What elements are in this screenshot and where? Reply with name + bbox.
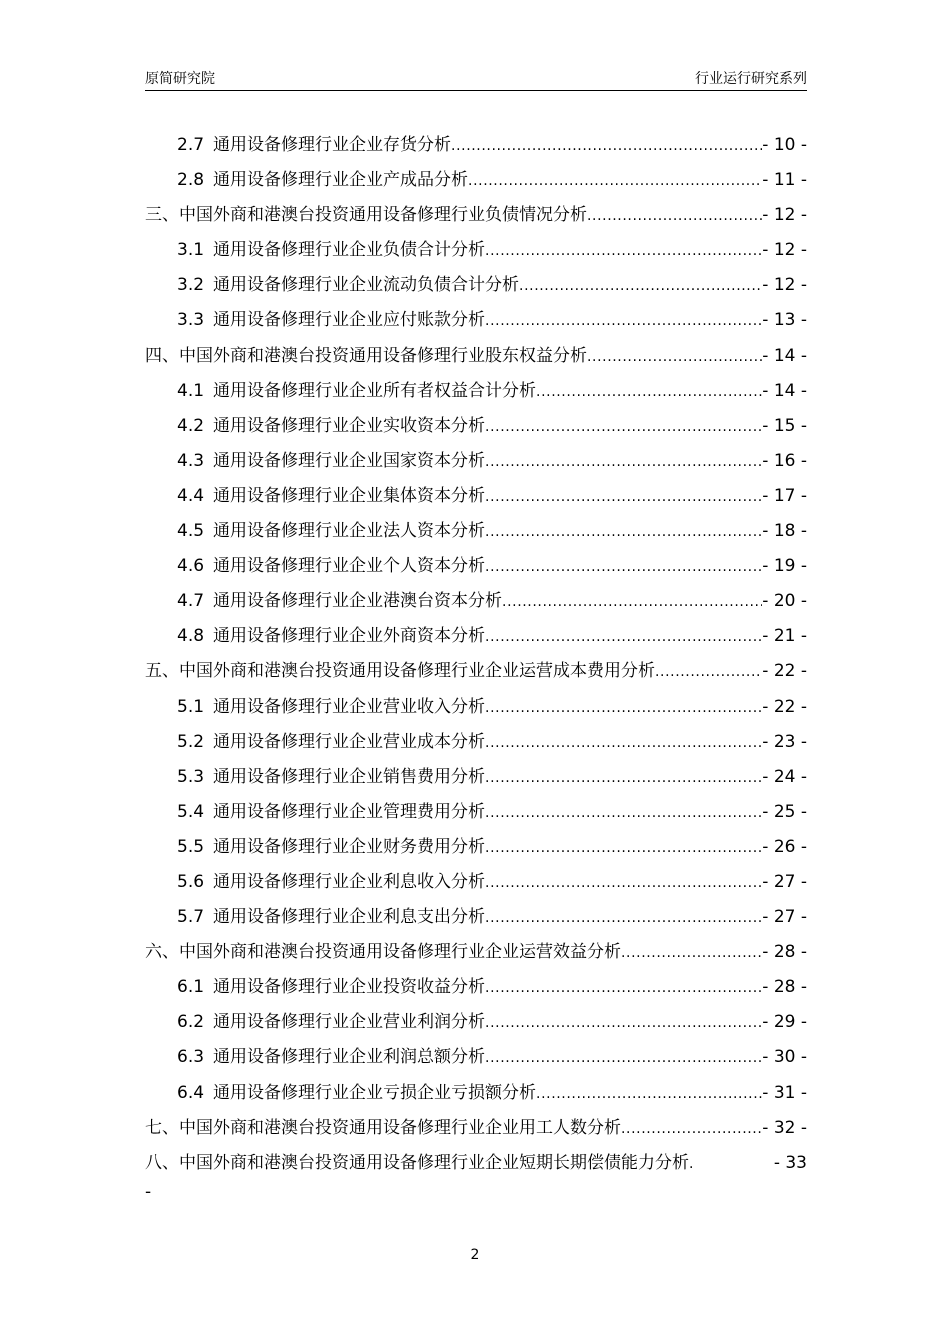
toc-leader-dots xyxy=(485,303,762,339)
toc-leader-dots xyxy=(485,619,762,655)
toc-entry-page: - 19 - xyxy=(762,556,807,577)
toc-entry-number: 5.7 xyxy=(177,907,205,928)
toc-leader-dots xyxy=(485,233,762,269)
toc-entry-number: 6.1 xyxy=(177,977,205,998)
toc-entry[interactable] xyxy=(145,549,807,584)
toc-entry-page: - 23 - xyxy=(762,731,807,752)
toc-entry-number: 2.7 xyxy=(177,135,205,155)
toc-entry[interactable] xyxy=(145,970,807,1005)
toc-entry-number: 5.3 xyxy=(177,766,205,787)
toc-entry-title: 通用设备修理行业企业所有者权益合计分析 xyxy=(213,380,537,401)
toc-entry[interactable] xyxy=(145,1111,807,1146)
toc-leader-dots xyxy=(587,198,762,234)
toc-entry[interactable] xyxy=(145,584,807,619)
toc-entry-page: - 27 - xyxy=(762,907,807,928)
toc-entry-page: - 11 - xyxy=(762,170,807,191)
toc-entry-page: - 21 - xyxy=(762,626,807,647)
toc-entry-page: - 17 - xyxy=(762,485,807,506)
toc-entry-number: 4.1 xyxy=(177,380,205,401)
header-series: 行业运行研究系列 xyxy=(695,71,807,87)
toc-entry-title: 通用设备修理行业企业营业成本分析 xyxy=(213,731,486,752)
toc-entry[interactable] xyxy=(145,795,807,830)
toc-leader-dots xyxy=(536,1076,762,1112)
toc-entry[interactable] xyxy=(145,654,807,689)
toc-entry-page: - 24 - xyxy=(762,766,807,787)
toc-entry-page: - 26 - xyxy=(762,836,807,857)
toc-entry-page: - 33 xyxy=(773,1152,807,1173)
toc-entry-page: - 25 - xyxy=(762,801,807,822)
toc-entry[interactable] xyxy=(145,900,807,935)
toc-entry[interactable] xyxy=(145,444,807,479)
toc-entry-title: 通用设备修理行业企业个人资本分析 xyxy=(213,556,486,577)
table-of-contents xyxy=(145,128,807,1211)
toc-entry-page: - 32 - xyxy=(762,1117,807,1138)
toc-leader-dots xyxy=(502,584,762,620)
toc-entry-number: 5.4 xyxy=(177,801,205,822)
toc-entry-page: - 29 - xyxy=(762,1012,807,1033)
toc-entry-title: 通用设备修理行业企业利息支出分析 xyxy=(213,907,486,928)
toc-leader-dots xyxy=(485,444,762,480)
toc-entry-title: 通用设备修理行业企业港澳台资本分析 xyxy=(213,591,503,612)
toc-leader-dots xyxy=(485,409,762,445)
toc-entry-number: 6.3 xyxy=(177,1047,205,1068)
toc-entry[interactable] xyxy=(145,935,807,970)
toc-leader-dots xyxy=(536,374,762,410)
toc-entry-title: 通用设备修理行业企业财务费用分析 xyxy=(213,836,486,857)
toc-leader-dots xyxy=(485,830,762,866)
toc-entry-page: - 30 - xyxy=(762,1047,807,1068)
toc-entry[interactable] xyxy=(145,865,807,900)
toc-entry-page: - 22 - xyxy=(762,696,807,717)
toc-entry-number: 4.5 xyxy=(177,521,205,542)
toc-entry-title: 四、中国外商和港澳台投资通用设备修理行业股东权益分析 xyxy=(145,345,587,366)
toc-leader-dots xyxy=(485,514,762,550)
toc-entry-page: - 12 - xyxy=(762,240,807,261)
toc-entry-page: - 18 - xyxy=(762,521,807,542)
toc-leader-dots xyxy=(485,1040,762,1076)
toc-entry-title: 通用设备修理行业企业负债合计分析 xyxy=(213,240,486,261)
toc-entry[interactable] xyxy=(145,1040,807,1075)
toc-leader-dots xyxy=(485,970,762,1006)
toc-entry-number: 5.1 xyxy=(177,696,205,717)
toc-entry-title: 通用设备修理行业企业产成品分析 xyxy=(213,170,469,191)
toc-leader-dots xyxy=(655,654,762,690)
toc-leader-dots xyxy=(587,339,762,375)
toc-entry-page: - 27 - xyxy=(762,871,807,892)
toc-leader-dots xyxy=(689,1146,774,1182)
toc-entry-page: - 15 - xyxy=(762,415,807,436)
toc-entry[interactable] xyxy=(145,1005,807,1040)
toc-entry-title: 通用设备修理行业企业亏损企业亏损额分析 xyxy=(213,1082,537,1103)
toc-leader-dots xyxy=(485,725,762,761)
toc-entry-number: 4.4 xyxy=(177,485,205,506)
toc-leader-dots xyxy=(485,900,762,936)
toc-entry-title: 八、中国外商和港澳台投资通用设备修理行业企业短期长期偿债能力分析 xyxy=(145,1152,689,1173)
toc-entry-page: - 12 - xyxy=(762,205,807,226)
toc-leader-dots xyxy=(485,479,762,515)
toc-entry-title: 通用设备修理行业企业实收资本分析 xyxy=(213,415,486,436)
toc-entry-number: 4.7 xyxy=(177,591,205,612)
toc-entry[interactable] xyxy=(145,1146,807,1181)
toc-entry-page: - 14 - xyxy=(762,380,807,401)
toc-entry[interactable] xyxy=(145,725,807,760)
toc-leader-dots xyxy=(621,935,762,971)
toc-entry-number: 5.5 xyxy=(177,836,205,857)
toc-leader-dots xyxy=(485,760,762,796)
toc-entry-number: 5.6 xyxy=(177,871,205,892)
toc-entry-page: - 10 - xyxy=(762,135,807,155)
toc-entry-number: 4.6 xyxy=(177,556,205,577)
toc-entry-number: 2.8 xyxy=(177,170,205,191)
toc-entry-title: 通用设备修理行业企业管理费用分析 xyxy=(213,801,486,822)
toc-entry-title: 通用设备修理行业企业营业收入分析 xyxy=(213,696,486,717)
header-org: 原简研究院 xyxy=(145,71,215,87)
toc-entry-title: 七、中国外商和港澳台投资通用设备修理行业企业用工人数分析 xyxy=(145,1117,621,1138)
toc-entry[interactable] xyxy=(145,479,807,514)
toc-entry-page: - 20 - xyxy=(762,591,807,612)
toc-entry-page: - 12 - xyxy=(762,275,807,296)
toc-entry-title: 通用设备修理行业企业投资收益分析 xyxy=(213,977,486,998)
toc-entry[interactable] xyxy=(145,233,807,268)
toc-entry-title: 通用设备修理行业企业外商资本分析 xyxy=(213,626,486,647)
toc-entry[interactable] xyxy=(145,339,807,374)
toc-entry-page: - 28 - xyxy=(762,977,807,998)
page-header xyxy=(145,64,807,91)
toc-entry[interactable] xyxy=(145,619,807,654)
toc-entry-title: 通用设备修理行业企业销售费用分析 xyxy=(213,766,486,787)
toc-leader-dots xyxy=(485,865,762,901)
toc-entry-title: 通用设备修理行业企业利息收入分析 xyxy=(213,871,486,892)
toc-entry-title: 通用设备修理行业企业存货分析 xyxy=(213,135,452,155)
toc-leader-dots xyxy=(485,690,762,726)
toc-entry-title: 五、中国外商和港澳台投资通用设备修理行业企业运营成本费用分析 xyxy=(145,661,655,682)
toc-entry-page: - 31 - xyxy=(762,1082,807,1103)
toc-entry-number: 4.2 xyxy=(177,415,205,436)
toc-entry[interactable] xyxy=(145,128,807,163)
toc-entry-title: 通用设备修理行业企业营业利润分析 xyxy=(213,1012,486,1033)
toc-entry-page: - 16 - xyxy=(762,450,807,471)
toc-entry[interactable] xyxy=(145,514,807,549)
toc-entry-page: - 13 - xyxy=(762,310,807,331)
toc-entry-number: 6.4 xyxy=(177,1082,205,1103)
toc-leader-dots xyxy=(621,1111,762,1147)
toc-leader-dots xyxy=(485,1005,762,1041)
toc-entry-number: 6.2 xyxy=(177,1012,205,1033)
toc-entry-number: 3.1 xyxy=(177,240,205,261)
toc-entry-page: - 28 - xyxy=(762,942,807,963)
toc-entry-page: - 14 - xyxy=(762,345,807,366)
page-number: 2 xyxy=(470,1247,480,1263)
toc-leader-dots xyxy=(485,795,762,831)
toc-leader-dots xyxy=(468,163,762,199)
toc-entry[interactable] xyxy=(145,1076,807,1111)
toc-entry-title: 六、中国外商和港澳台投资通用设备修理行业企业运营效益分析 xyxy=(145,942,621,963)
toc-entry[interactable] xyxy=(145,409,807,444)
toc-entry-number: 5.2 xyxy=(177,731,205,752)
toc-entry[interactable] xyxy=(145,268,807,303)
toc-entry-title: 通用设备修理行业企业流动负债合计分析 xyxy=(213,275,520,296)
toc-entry-title: 通用设备修理行业企业应付账款分析 xyxy=(213,310,486,331)
toc-entry[interactable] xyxy=(145,374,807,409)
toc-entry[interactable] xyxy=(145,830,807,865)
toc-entry-title: 通用设备修理行业企业法人资本分析 xyxy=(213,521,486,542)
toc-entry-title: 通用设备修理行业企业集体资本分析 xyxy=(213,485,486,506)
toc-entry-number: 4.8 xyxy=(177,626,205,647)
toc-entry-number: 4.3 xyxy=(177,450,205,471)
toc-entry[interactable] xyxy=(145,163,807,198)
toc-entry-title: 通用设备修理行业企业利润总额分析 xyxy=(213,1047,486,1068)
toc-entry[interactable] xyxy=(145,760,807,795)
toc-entry-page-wrap: - xyxy=(145,1181,152,1202)
toc-entry-number: 3.3 xyxy=(177,310,205,331)
toc-entry-title: 三、中国外商和港澳台投资通用设备修理行业负债情况分析 xyxy=(145,205,587,226)
toc-entry[interactable] xyxy=(145,198,807,233)
toc-leader-dots xyxy=(519,268,762,304)
toc-entry-title: 通用设备修理行业企业国家资本分析 xyxy=(213,450,486,471)
toc-entry[interactable] xyxy=(145,690,807,725)
toc-entry[interactable] xyxy=(145,303,807,338)
toc-entry-page: - 22 - xyxy=(762,661,807,682)
toc-entry-number: 3.2 xyxy=(177,275,205,296)
toc-leader-dots xyxy=(485,549,762,585)
toc-leader-dots xyxy=(451,128,762,164)
